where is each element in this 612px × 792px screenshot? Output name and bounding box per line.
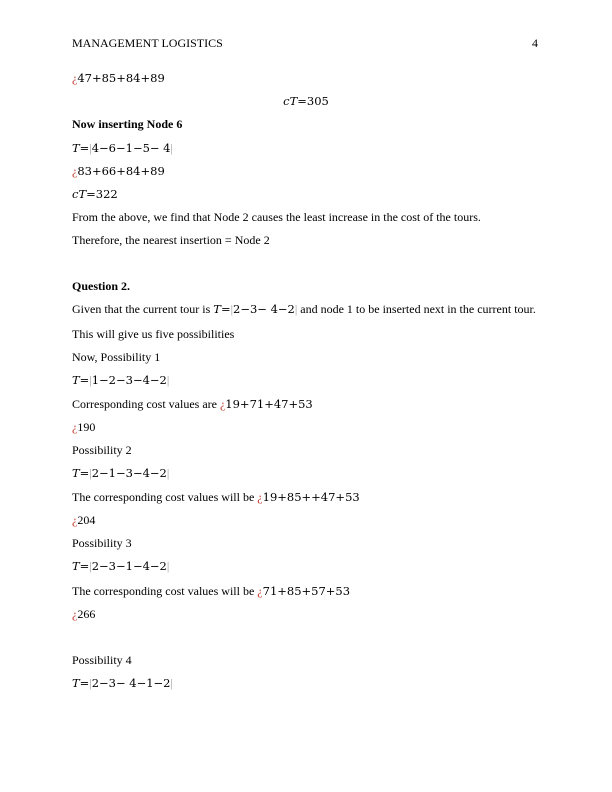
running-header [72, 36, 538, 52]
missing-glyph-mark: ¿ [257, 490, 263, 504]
cost-result [72, 607, 95, 621]
section-heading: Now inserting Node 6 [72, 117, 183, 131]
tour-sequence: 2−1−3−4−2 [91, 466, 167, 480]
math-variable: T [72, 676, 80, 690]
bracket-right: | [166, 466, 170, 480]
missing-glyph-mark: ¿ [72, 513, 78, 527]
page-number: 4 [532, 36, 538, 50]
tour-equation [72, 466, 169, 480]
body-text: Possibility 2 [72, 443, 132, 457]
cost-total: 190 [77, 420, 96, 434]
math-variable: T [72, 141, 80, 155]
tour-sequence: 2−3− 4−2 [233, 302, 295, 316]
bracket-left: | [230, 302, 234, 316]
tour-equation [72, 559, 169, 573]
cost-result [72, 513, 95, 527]
header-title: MANAGEMENT LOGISTICS [72, 36, 223, 50]
tour-sequence: 2−3− 4−1−2 [91, 676, 171, 690]
body-text: Now, Possibility 1 [72, 350, 161, 364]
cost-total: 204 [77, 513, 96, 527]
tour-sequence: 1−2−3−4−2 [91, 373, 167, 387]
math-equals: = [79, 141, 90, 155]
math-variable: T [72, 466, 80, 480]
missing-glyph-mark: ¿ [72, 71, 78, 85]
math-variable: cT [283, 94, 298, 108]
cost-values-line [72, 584, 350, 598]
bracket-left: | [89, 373, 92, 387]
math-variable: T [72, 559, 80, 573]
body-text: From the above, we find that Node 2 causes the least increase in the cost of the tours. [72, 210, 481, 224]
total-cost-equation [72, 187, 118, 201]
body-text: Therefore, the nearest insertion = Node 2 [72, 233, 270, 247]
bracket-left: | [89, 676, 92, 690]
cost-total: 266 [77, 607, 96, 621]
math-value: =305 [297, 94, 329, 108]
body-text: This will give us five possibilities [72, 327, 235, 341]
math-variable: T [72, 373, 80, 387]
text-fragment: The corresponding cost values will be [72, 490, 258, 504]
bracket-left: | [89, 559, 92, 573]
body-text: Possibility 4 [72, 653, 132, 667]
bracket-right: | [166, 373, 170, 387]
tour-sequence: 2−3−1−4−2 [91, 559, 167, 573]
cost-result [72, 420, 95, 434]
math-equals: = [79, 559, 90, 573]
math-equals: = [220, 302, 231, 316]
cost-values-line [72, 397, 313, 411]
cost-expression [72, 71, 165, 85]
cost-expression [72, 164, 165, 178]
total-cost-equation [0, 94, 612, 108]
math-equals: = [79, 676, 90, 690]
cost-sum: 47+85+84+89 [77, 71, 165, 85]
math-equals: = [79, 466, 90, 480]
text-fragment: and node 1 to be inserted next in the current tour. [297, 302, 536, 316]
bracket-left: | [89, 466, 92, 480]
tour-equation [72, 141, 173, 155]
body-text: Possibility 3 [72, 536, 132, 550]
bracket-left: | [89, 141, 92, 155]
text-fragment: Given that the current tour is [72, 302, 214, 316]
tour-equation [72, 676, 173, 690]
body-text-with-equation [72, 302, 536, 316]
math-value: =322 [86, 187, 118, 201]
text-fragment: Corresponding cost values are [72, 397, 220, 411]
cost-sum: 71+85+57+53 [262, 584, 351, 598]
bracket-right: | [170, 141, 173, 155]
bracket-right: | [294, 302, 298, 316]
question-heading: Question 2. [72, 279, 131, 293]
math-equals: = [79, 373, 90, 387]
math-variable: cT [72, 187, 87, 201]
missing-glyph-mark: ¿ [72, 420, 78, 434]
tour-sequence: 4−6−1−5− 4 [91, 141, 171, 155]
bracket-right: | [170, 676, 173, 690]
missing-glyph-mark: ¿ [257, 584, 263, 598]
tour-equation [72, 373, 169, 387]
cost-sum: 19+71+47+53 [225, 397, 313, 411]
text-fragment: The corresponding cost values will be [72, 584, 258, 598]
cost-sum: 19+85++47+53 [262, 490, 360, 504]
math-variable: T [213, 302, 221, 316]
missing-glyph-mark: ¿ [219, 397, 226, 411]
cost-values-line [72, 490, 360, 504]
missing-glyph-mark: ¿ [72, 164, 78, 178]
cost-sum: 83+66+84+89 [77, 164, 165, 178]
bracket-right: | [166, 559, 170, 573]
missing-glyph-mark: ¿ [72, 607, 78, 621]
